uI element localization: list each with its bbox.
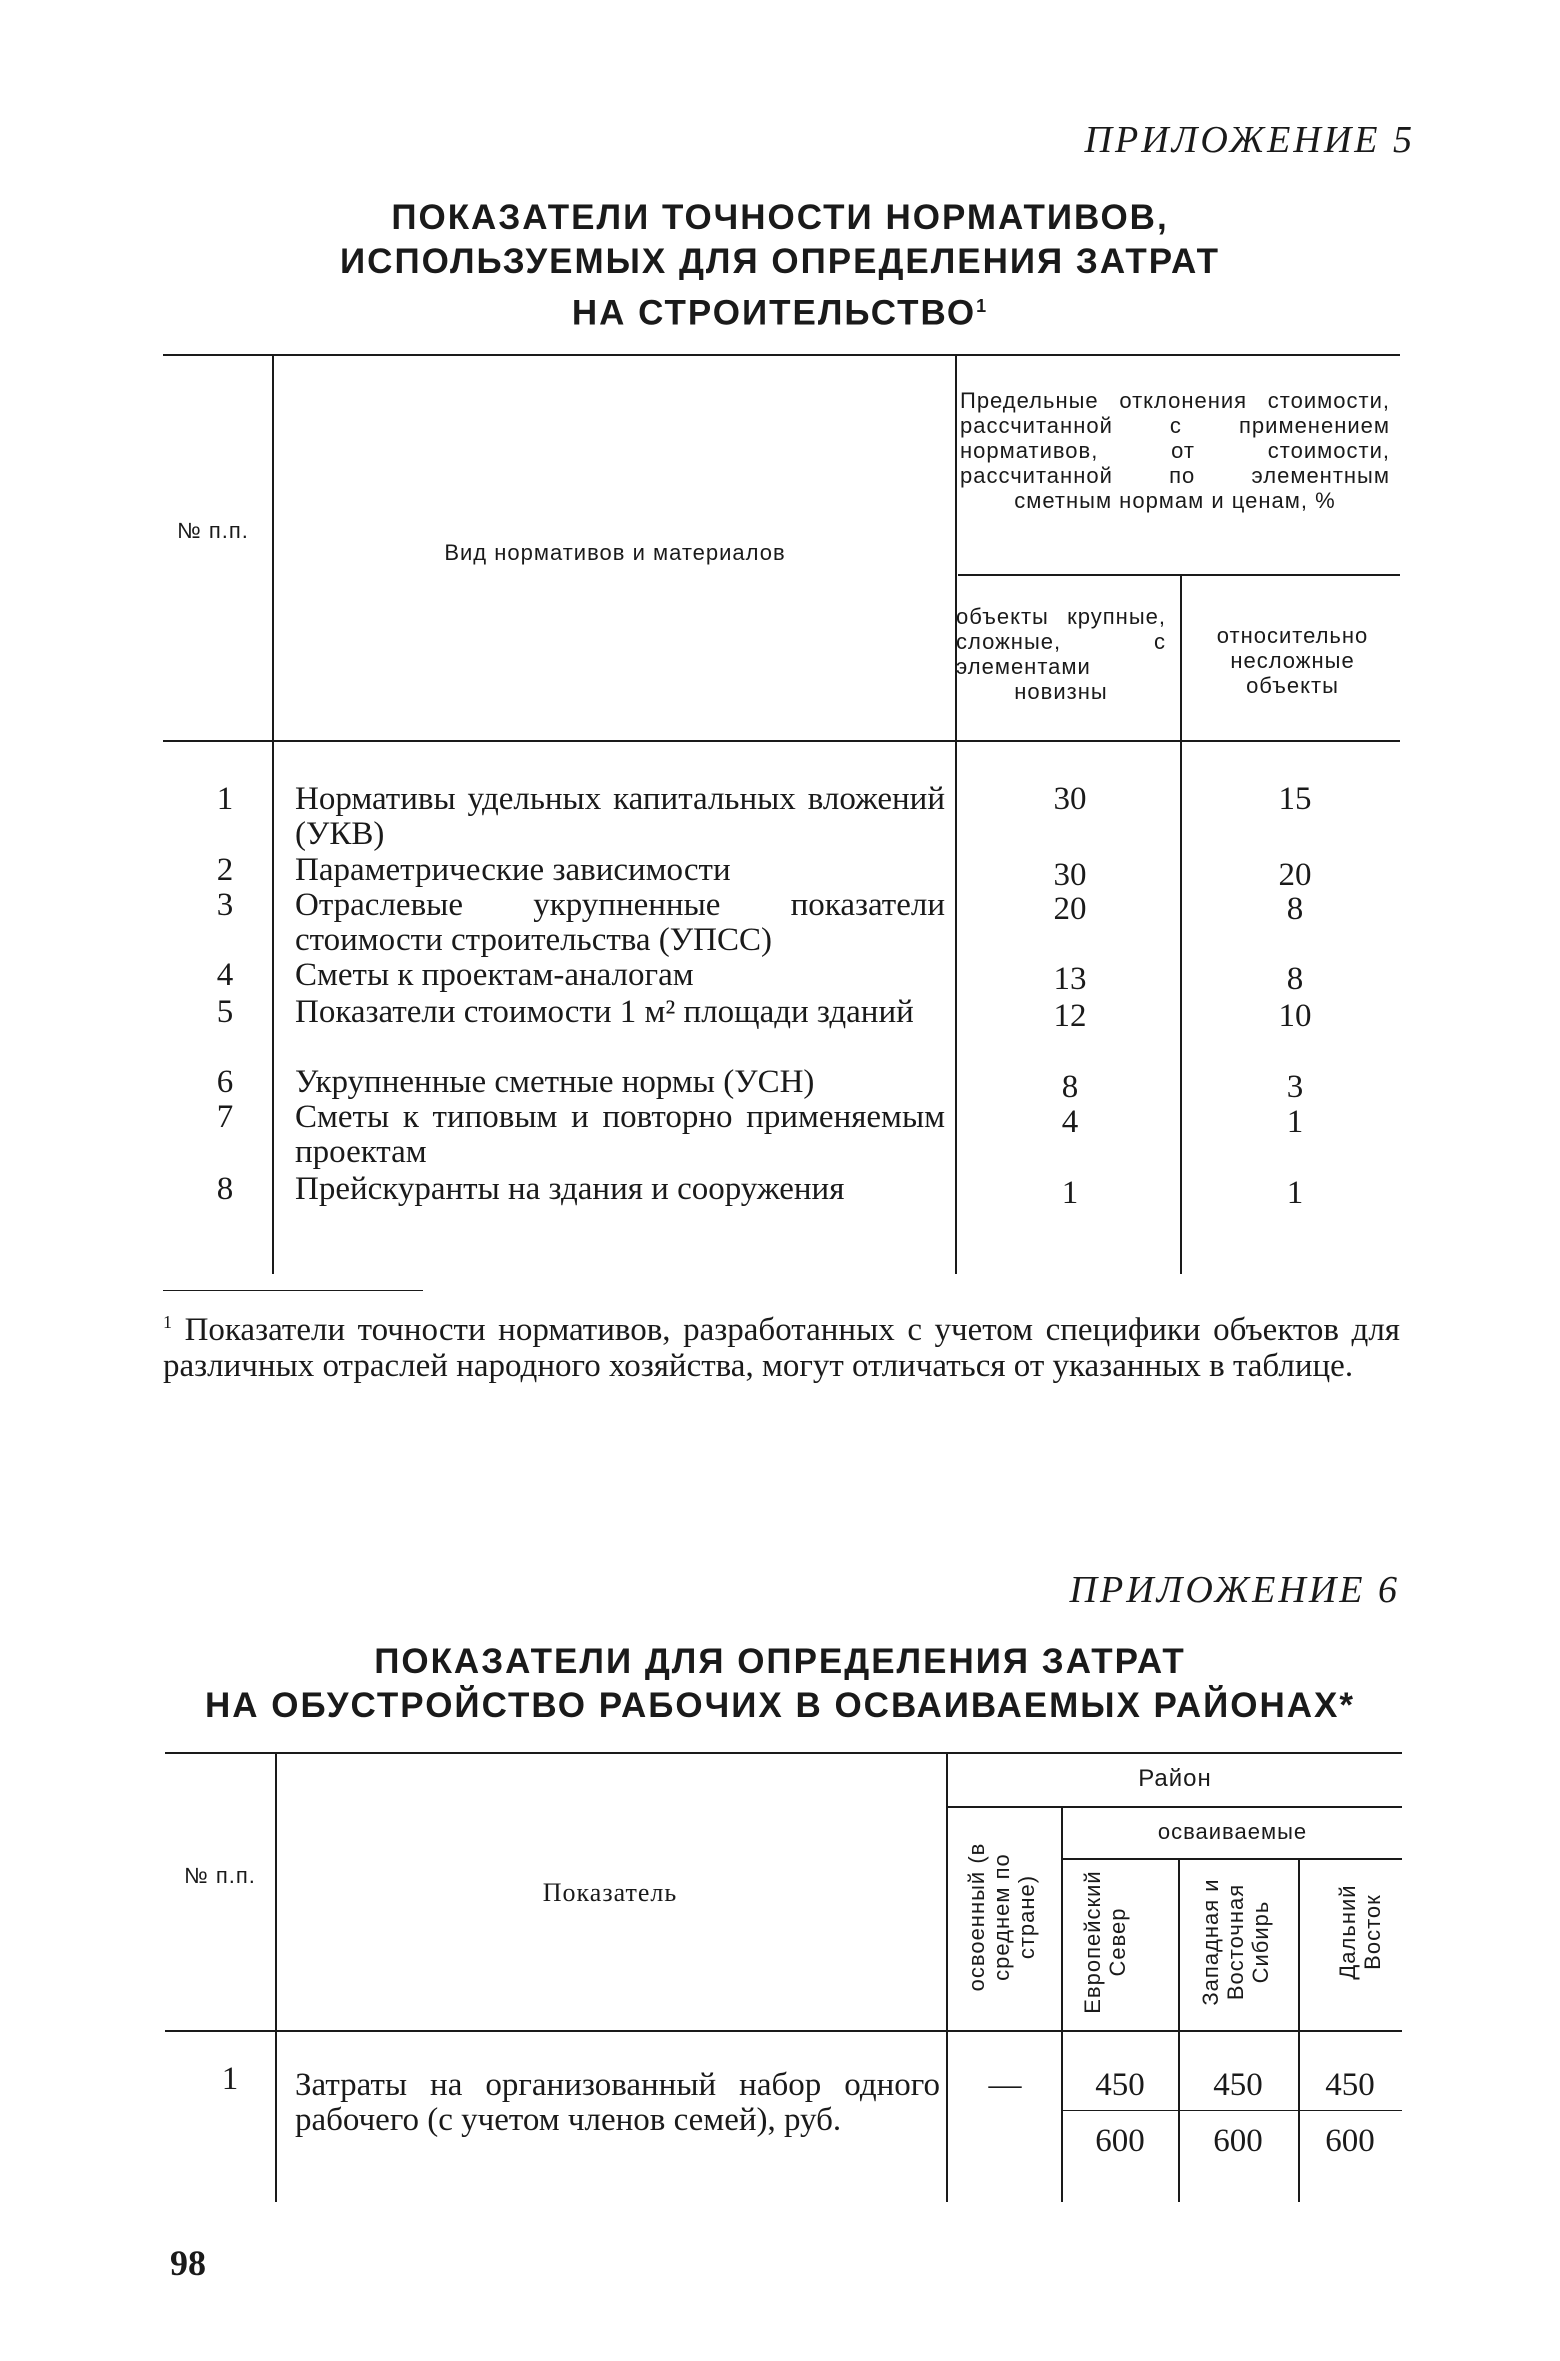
appendix-6-title bbox=[160, 1640, 1400, 1728]
table-header-rule bbox=[165, 2030, 1402, 2032]
table-col-divider bbox=[1178, 1858, 1180, 2202]
row-num: 4 bbox=[216, 957, 234, 993]
row-name: Параметрические зависимости bbox=[295, 852, 731, 888]
title-line: ИСПОЛЬЗУЕМЫХ ДЛЯ ОПРЕДЕЛЕНИЯ ЗАТРАТ bbox=[340, 242, 1220, 281]
row-num: 1 bbox=[216, 781, 234, 817]
table-subheader-rule bbox=[958, 574, 1400, 576]
row-developed: — bbox=[988, 2067, 1022, 2103]
header-developing: осваиваемые bbox=[1157, 1819, 1308, 1844]
header-complex: объекты крупные, сложные, с элементами новизны bbox=[956, 604, 1166, 704]
header-region: Район bbox=[1138, 1765, 1212, 1792]
row-complex: 30 bbox=[1053, 781, 1087, 817]
row-complex: 30 bbox=[1053, 857, 1087, 893]
title-footnote-mark: 1 bbox=[976, 296, 989, 316]
row-simple: 8 bbox=[1286, 961, 1304, 997]
appendix-5-label: ПРИЛОЖЕНИЕ 5 bbox=[1084, 119, 1415, 161]
table-header-rule bbox=[163, 740, 1400, 742]
row-num: 3 bbox=[216, 887, 234, 923]
value-siberia-2: 600 bbox=[1213, 2123, 1263, 2159]
header-european-north: Европейский Север bbox=[1080, 1870, 1130, 2014]
page-number: 98 bbox=[170, 2243, 206, 2283]
header-simple: относительно несложные объекты bbox=[1216, 623, 1369, 698]
value-far-east-1: 450 bbox=[1325, 2067, 1375, 2103]
table-col-divider bbox=[275, 1752, 277, 2202]
table-top-rule bbox=[163, 354, 1400, 356]
value-split-rule bbox=[1063, 2110, 1402, 2111]
row-num: 8 bbox=[216, 1171, 234, 1207]
footnote bbox=[163, 1304, 1400, 1384]
header-deviation: Предельные отклонения стоимости, рассчитанной с применением нормативов, от стоимости, рассчитанной по элементным сметным нормам и ценам, % bbox=[960, 388, 1390, 513]
header-num: № п.п. bbox=[177, 518, 249, 543]
row-simple: 15 bbox=[1278, 781, 1312, 817]
row-simple: 1 bbox=[1286, 1175, 1304, 1211]
table-region-rule bbox=[948, 1806, 1402, 1808]
title-line bbox=[160, 284, 1400, 336]
value-siberia-1: 450 bbox=[1213, 2067, 1263, 2103]
row-complex: 1 bbox=[1061, 1175, 1079, 1211]
row-num: 5 bbox=[216, 994, 234, 1030]
row-simple: 20 bbox=[1278, 857, 1312, 893]
title-line-text: НА СТРОИТЕЛЬСТВО bbox=[571, 293, 977, 333]
footnote-text: Показатели точности нормативов, разработанных с учетом специфики объектов для различных отраслей народного хозяйства, могут отличаться от указанных в таблице. bbox=[163, 1312, 1400, 1384]
row-simple: 10 bbox=[1278, 998, 1312, 1034]
header-kind: Вид нормативов и материалов bbox=[444, 540, 786, 565]
row-simple: 8 bbox=[1286, 891, 1304, 927]
appendix-5-title bbox=[160, 196, 1400, 336]
title-line: НА ОБУСТРОЙСТВО РАБОЧИХ В ОСВАИВАЕМЫХ РАЙОНАХ* bbox=[204, 1686, 1356, 1725]
row-simple: 3 bbox=[1286, 1069, 1304, 1105]
row-complex: 8 bbox=[1061, 1069, 1079, 1105]
header-developed: освоенный (в среднем по стране) bbox=[964, 1842, 1039, 1992]
row-complex: 13 bbox=[1053, 961, 1087, 997]
footnote-rule bbox=[163, 1290, 423, 1291]
title-line: ПОКАЗАТЕЛИ ТОЧНОСТИ НОРМАТИВОВ, bbox=[391, 198, 1169, 237]
table-col-divider bbox=[955, 354, 957, 1274]
table-col-divider bbox=[946, 1752, 948, 2202]
header-far-east: Дальний Восток bbox=[1335, 1884, 1385, 1980]
row-name: Сметы к типовым и повторно применяемым проектам bbox=[295, 1099, 945, 1170]
row-complex: 4 bbox=[1061, 1104, 1079, 1140]
row-num: 6 bbox=[216, 1064, 234, 1100]
title-line: ПОКАЗАТЕЛИ ДЛЯ ОПРЕДЕЛЕНИЯ ЗАТРАТ bbox=[374, 1642, 1186, 1681]
footnote-mark: 1 bbox=[163, 1312, 172, 1332]
row-name: Затраты на организованный набор одного рабочего (с учетом членов семей), руб. bbox=[295, 2067, 940, 2138]
row-name: Нормативы удельных капитальных вложений (УКВ) bbox=[295, 781, 945, 852]
table-col-divider bbox=[272, 354, 274, 1274]
row-name: Прейскуранты на здания и сооружения bbox=[295, 1171, 845, 1207]
value-european-north-1: 450 bbox=[1095, 2067, 1145, 2103]
row-name: Сметы к проектам-аналогам bbox=[295, 957, 694, 993]
row-name: Показатели стоимости 1 м² площади зданий bbox=[295, 994, 914, 1030]
table-col-divider bbox=[1061, 1806, 1063, 2202]
table-col-divider bbox=[1180, 574, 1182, 1274]
row-simple: 1 bbox=[1286, 1104, 1304, 1140]
value-far-east-2: 600 bbox=[1325, 2123, 1375, 2159]
row-complex: 20 bbox=[1053, 891, 1087, 927]
row-name: Укрупненные сметные нормы (УСН) bbox=[295, 1064, 815, 1100]
header-indicator: Показатель bbox=[542, 1878, 678, 1907]
table-top-rule bbox=[165, 1752, 1402, 1754]
header-siberia: Западная и Восточная Сибирь bbox=[1198, 1878, 1273, 2006]
header-num: № п.п. bbox=[184, 1863, 256, 1888]
row-num: 2 bbox=[216, 852, 234, 888]
row-num: 1 bbox=[221, 2061, 239, 2097]
table-col-divider bbox=[1298, 1858, 1300, 2202]
row-num: 7 bbox=[216, 1099, 234, 1135]
row-name: Отраслевые укрупненные показатели стоимости строительства (УПСС) bbox=[295, 887, 945, 958]
appendix-6-label: ПРИЛОЖЕНИЕ 6 bbox=[1069, 1569, 1400, 1611]
row-complex: 12 bbox=[1053, 998, 1087, 1034]
value-european-north-2: 600 bbox=[1095, 2123, 1145, 2159]
